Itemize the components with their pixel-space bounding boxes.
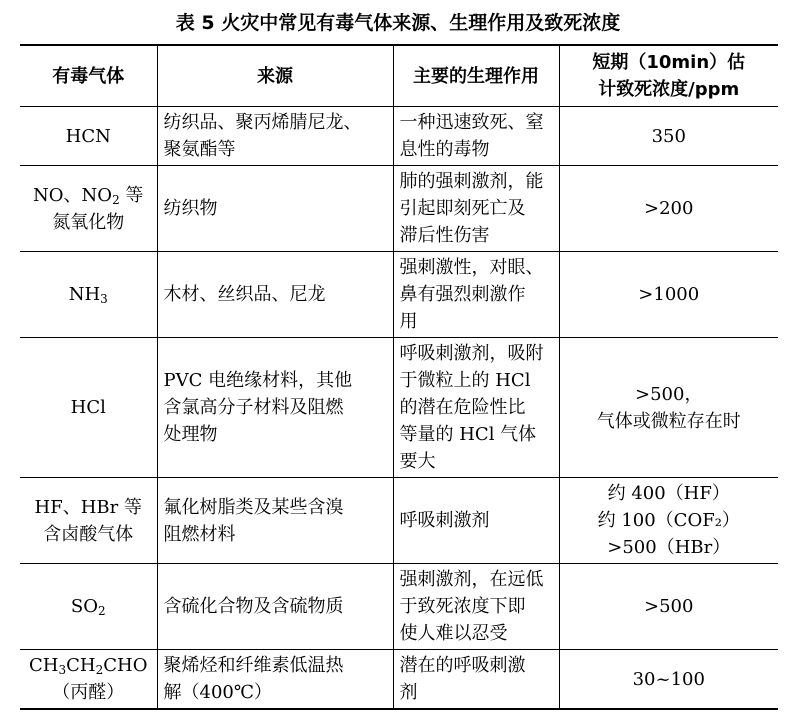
- gas-name-text: NO、NO: [33, 184, 113, 206]
- effect-line: 鼻有强烈刺激作: [399, 284, 526, 305]
- table-row: [20, 252, 778, 338]
- effect-line: 于致死浓度下即: [399, 596, 526, 617]
- gas-name-line: [26, 123, 151, 150]
- effect-line: 的潜在危险性比: [399, 397, 526, 418]
- effect-cell: [393, 252, 559, 338]
- gas-name-subscript: 2: [95, 663, 104, 677]
- gas-name-text: HCl: [70, 397, 106, 418]
- effect-line: 呼吸刺激剂，吸附: [399, 343, 544, 364]
- gas-name-subscript: 2: [97, 604, 106, 618]
- gas-name-line: [26, 281, 151, 308]
- effect-line: 等量的 HCl 气体: [399, 424, 537, 445]
- table-row: [20, 107, 778, 166]
- gas-name-subscript: 3: [100, 292, 108, 306]
- gas-name-line: [26, 593, 151, 620]
- source-cell: [157, 107, 393, 166]
- gas-name-text: HF、HBr 等: [34, 496, 142, 518]
- gas-name-cell: [20, 478, 157, 564]
- gas-name-text: 氮氧化物: [52, 211, 125, 233]
- source-line: 含硫化合物及含硫物质: [163, 596, 344, 617]
- gas-name-line: [26, 652, 151, 679]
- gas-name-line: [26, 209, 151, 236]
- gas-name-cell: [20, 166, 157, 252]
- source-cell: [157, 478, 393, 564]
- gas-name-line: [26, 521, 151, 548]
- table-row: [20, 166, 778, 252]
- effect-cell: [393, 166, 559, 252]
- concentration-cell: [559, 650, 778, 710]
- source-cell: [157, 166, 393, 252]
- effect-line: 肺的强刺激剂，能: [399, 171, 544, 192]
- gas-name-cell: [20, 107, 157, 166]
- source-cell: [157, 564, 393, 650]
- concentration-line: >1000: [638, 284, 700, 305]
- concentration-cell: [559, 166, 778, 252]
- source-line: 聚氨酯等: [163, 139, 236, 160]
- source-line: 阻燃材料: [163, 523, 236, 545]
- concentration-line: 约 100（COF₂）: [597, 510, 740, 531]
- gas-name-cell: [20, 564, 157, 650]
- source-line: 含氯高分子材料及阻燃: [163, 397, 344, 418]
- effect-cell: [393, 478, 559, 564]
- source-cell: [157, 252, 393, 338]
- gas-name-subscript: 2: [112, 192, 120, 207]
- concentration-cell: [559, 564, 778, 650]
- gas-name-text: 含卤酸气体: [43, 523, 134, 545]
- effect-line: 要大: [399, 451, 436, 472]
- gas-name-text: SO: [70, 596, 98, 617]
- gas-name-cell: [20, 338, 157, 478]
- header-line: 计致死浓度/ppm: [598, 79, 740, 100]
- effect-line: 强刺激性，对眼、: [399, 257, 544, 278]
- source-line: PVC 电绝缘材料，其他: [163, 370, 353, 391]
- effect-cell: [393, 107, 559, 166]
- source-line: 解（400℃）: [163, 682, 272, 703]
- header-source: [157, 45, 393, 107]
- source-cell: [157, 650, 393, 710]
- concentration-cell: [559, 107, 778, 166]
- concentration-line: >200: [644, 198, 694, 219]
- header-gas: [20, 45, 157, 107]
- effect-line: 一种迅速致死、窒: [399, 112, 544, 133]
- concentration-cell: [559, 478, 778, 564]
- gas-name-cell: [20, 252, 157, 338]
- effect-line: 用: [399, 311, 418, 332]
- effect-line: 引起即刻死亡及: [399, 198, 526, 219]
- header-line: 主要的生理作用: [413, 65, 539, 87]
- source-line: 聚烯烃和纤维素低温热: [163, 655, 344, 676]
- concentration-line: 350: [651, 125, 686, 147]
- header-effect: [393, 45, 559, 107]
- concentration-line: >500: [644, 596, 694, 617]
- source-line: 木材、丝织品、尼龙: [163, 284, 326, 305]
- gas-name-text: CH: [66, 655, 96, 676]
- effect-line: 使人难以忍受: [399, 623, 508, 644]
- gas-name-line: [26, 494, 151, 521]
- gas-name-text: CH: [29, 655, 59, 676]
- concentration-line: >500，: [635, 383, 703, 405]
- concentration-line: 气体或微粒存在时: [596, 410, 741, 432]
- gas-name-text: CHO: [103, 655, 148, 676]
- source-cell: [157, 338, 393, 478]
- effect-cell: [393, 650, 559, 710]
- gas-name-text: NH: [68, 284, 101, 305]
- table-row: [20, 650, 778, 710]
- table-body: [20, 107, 778, 710]
- effect-line: 呼吸刺激剂: [399, 510, 490, 531]
- header-line: 有毒气体: [52, 65, 125, 87]
- effect-line: 滞后性伤害: [399, 225, 490, 246]
- table-row: [20, 338, 778, 478]
- effect-line: 剂: [399, 682, 418, 703]
- effect-line: 于微粒上的 HCl: [399, 370, 531, 391]
- header-concentration: [559, 45, 778, 107]
- effect-cell: [393, 338, 559, 478]
- gas-name-line: [26, 394, 151, 421]
- table-caption: 表 5 火灾中常见有毒气体来源、生理作用及致死浓度: [175, 12, 621, 34]
- gas-name-text: HCN: [65, 125, 111, 147]
- concentration-line: 30~100: [632, 668, 705, 690]
- gas-name-line: [26, 679, 151, 706]
- gas-name-text: 等: [119, 184, 144, 206]
- toxic-gas-table: [20, 44, 778, 710]
- source-line: 处理物: [163, 424, 218, 445]
- gas-name-text: （丙醛）: [52, 682, 125, 703]
- gas-name-line: [26, 182, 151, 209]
- effect-cell: [393, 564, 559, 650]
- table-row: [20, 478, 778, 564]
- concentration-line: >500（HBr）: [607, 537, 731, 558]
- effect-line: 强刺激剂，在远低: [399, 569, 544, 590]
- table-header-row: [20, 45, 778, 107]
- concentration-line: 约 400（HF）: [607, 483, 730, 504]
- source-line: 纺织物: [163, 198, 218, 219]
- gas-name-subscript: 3: [58, 663, 67, 677]
- effect-line: 潜在的呼吸刺激: [399, 655, 526, 676]
- concentration-cell: [559, 338, 778, 478]
- concentration-cell: [559, 252, 778, 338]
- table-row: [20, 564, 778, 650]
- gas-name-cell: [20, 650, 157, 710]
- source-line: 纺织品、聚丙烯腈尼龙、: [163, 112, 362, 133]
- header-line: 来源: [257, 65, 293, 87]
- source-line: 氟化树脂类及某些含溴: [163, 496, 344, 518]
- header-line: 短期（10min）估: [592, 52, 746, 73]
- effect-line: 息性的毒物: [399, 139, 490, 160]
